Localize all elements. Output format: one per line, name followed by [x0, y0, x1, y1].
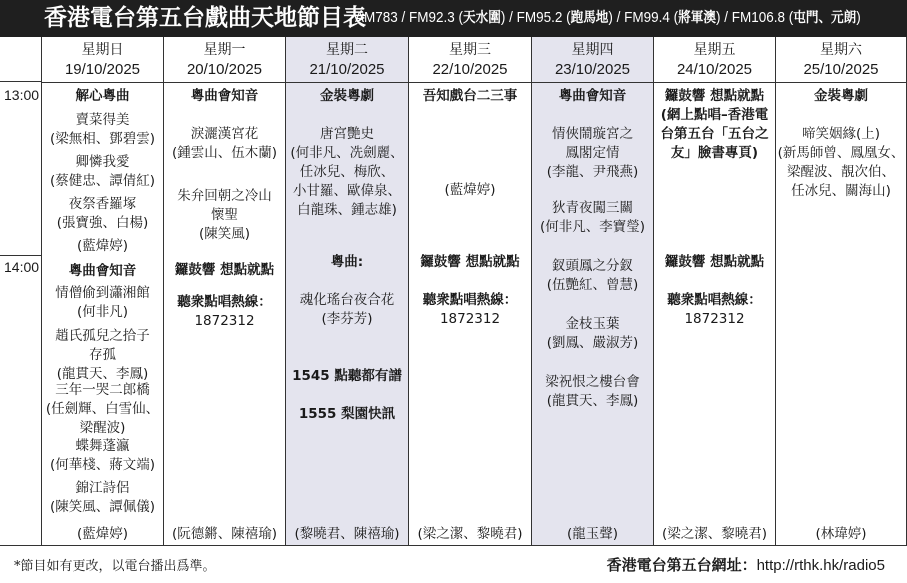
programme-entry	[164, 187, 285, 244]
programme-line: 錦江詩侶	[75, 480, 130, 496]
frequency-part: 屯門、元朗	[793, 10, 857, 26]
programme-line: (何非凡)	[76, 304, 129, 320]
programme-entry	[42, 437, 163, 475]
frequency-part: 跑馬地	[570, 10, 609, 26]
programme-entry	[164, 261, 285, 280]
programme-entry	[42, 87, 163, 106]
programme-entry	[532, 525, 653, 544]
programme-line: 粵曲會知音	[190, 88, 259, 104]
programme-line: (網上點唱–香港電	[660, 107, 769, 123]
day-header	[654, 37, 775, 83]
programme-line: (何華棧、蔣文端)	[49, 457, 156, 473]
programme-line: (梁無相、鄧碧雲)	[49, 131, 156, 147]
programme-line: 小甘羅、歐偉泉、	[293, 183, 401, 199]
frequency-part: )	[856, 9, 861, 26]
weekday-label: 星期五	[693, 42, 736, 58]
day-column	[286, 37, 409, 545]
programme-line: 淚灑漢宮花	[190, 126, 259, 142]
day-header	[164, 37, 285, 83]
programme-entry	[532, 257, 653, 295]
programme-line: 解心粵曲	[75, 88, 130, 104]
programme-line: (新馬師曾、鳳凰女、	[777, 145, 905, 161]
programme-entry	[286, 405, 408, 424]
programme-entry	[654, 525, 775, 544]
programme-line: (龍貫天、李鳳)	[56, 366, 149, 382]
day-column	[164, 37, 286, 545]
day-header	[776, 37, 906, 83]
programme-line: 懷聖	[211, 207, 238, 223]
schedule-grid	[0, 37, 907, 545]
programme-line: (梁之潔、黎曉君)	[661, 526, 768, 542]
programme-line: 任冰兒、梅欣、	[299, 164, 395, 180]
day-header	[409, 37, 531, 83]
footer-note: *節目如有更改，以電台播出爲準。	[14, 559, 216, 574]
programme-line: 朱弁回朝之冷山	[177, 188, 272, 204]
date-label: 22/10/2025	[432, 61, 508, 78]
programme-line: 魂化瑤台夜合花	[299, 292, 395, 308]
programme-line: 1872312	[684, 311, 745, 327]
day-header	[286, 37, 408, 83]
frequency-part: 將軍澳	[678, 10, 716, 26]
weekday-label: 星期三	[449, 42, 491, 58]
programme-line: (李龍、尹飛燕)	[546, 164, 639, 180]
programme-line: (阮德鏘、陳禧瑜)	[171, 526, 278, 542]
programme-line: 鑼鼓響 想點就點	[664, 88, 765, 104]
programme-line: (黎曉君、陳禧瑜)	[294, 526, 400, 542]
programme-line: (林瑋婷)	[815, 526, 867, 542]
programme-entry	[654, 253, 775, 272]
time-label-1400: 14:00	[4, 259, 40, 275]
weekday-label: 星期日	[81, 42, 124, 58]
programme-entry	[409, 525, 531, 544]
programme-line: (梁之潔、黎曉君)	[417, 526, 523, 542]
programme-entry	[532, 315, 653, 353]
day-header	[42, 37, 163, 83]
title-banner	[0, 0, 907, 37]
day-column	[42, 37, 164, 545]
programme-line: 釵頭鳳之分釵	[552, 258, 633, 274]
programme-line: 賣菜得美	[75, 112, 130, 128]
programme-entry	[42, 479, 163, 517]
programme-line: (龍玉聲)	[566, 526, 619, 542]
programme-line: (陳笑風、譚佩儀)	[49, 499, 156, 515]
programme-line: (任劍輝、白雪仙、	[45, 401, 160, 417]
programme-entry	[532, 87, 653, 106]
programme-entry	[409, 87, 531, 106]
programme-line: (藍煒婷)	[444, 182, 496, 198]
frequency-list	[355, 7, 861, 29]
programme-line: (蔡健忠、譚倩紅)	[49, 173, 156, 189]
programme-line: 吾知戲台二三事	[422, 88, 518, 104]
programme-line: 台第五台「五台之	[660, 126, 769, 142]
programme-line: 聽衆點唱熱線：	[667, 292, 762, 308]
programme-line: 唐宮艷史	[320, 126, 374, 142]
frequency-part: ) / FM106.8 (	[715, 9, 794, 26]
programme-line: 聽衆點唱熱線：	[422, 292, 518, 308]
time-label-1300: 13:00	[4, 87, 40, 103]
time-column	[0, 37, 42, 545]
frequency-part: AM783 / FM92.3 (	[355, 9, 464, 26]
day-column	[532, 37, 654, 545]
programme-entry	[286, 291, 408, 329]
day-column	[776, 37, 907, 545]
programme-entry	[409, 291, 531, 329]
programme-line: (龍貫天、李鳳)	[546, 393, 639, 409]
date-label: 23/10/2025	[554, 61, 631, 78]
programme-line: 任冰兒、關海山)	[791, 183, 891, 199]
programme-line: (伍艷紅、曾慧)	[546, 277, 639, 293]
programme-entry	[42, 284, 163, 322]
programme-line: 粵曲:	[330, 254, 364, 270]
programme-entry	[286, 525, 408, 544]
programme-entry	[532, 125, 653, 182]
programme-line: 情俠鬧璇宮之	[552, 126, 633, 142]
programme-entry	[654, 87, 775, 163]
programme-line: 粵曲會知音	[558, 88, 627, 104]
programme-line: 1545 點聽都有譜	[292, 368, 402, 384]
programme-entry	[532, 373, 653, 411]
programme-entry	[42, 153, 163, 191]
programme-line: 金裝粵劇	[320, 88, 374, 104]
programme-line: (藍煒婷)	[76, 526, 129, 542]
programme-entry	[776, 87, 906, 106]
programme-entry	[42, 327, 163, 384]
frequency-part: ) / FM95.2 (	[500, 9, 571, 26]
programme-entry	[42, 237, 163, 256]
time-divider	[0, 255, 42, 256]
page-title: 香港電台第五台戲曲天地節目表	[44, 5, 366, 31]
frequency-part: ) / FM99.4 (	[608, 9, 679, 26]
website-label: 香港電台第五台網址：	[606, 556, 757, 574]
programme-line: 梁醒波)	[79, 420, 126, 436]
programme-line: 1872312	[439, 311, 501, 327]
programme-line: (何非凡、李寶瑩)	[539, 219, 646, 235]
programme-line: (李芬芳)	[321, 311, 373, 327]
programme-line: 聽衆點唱熱線：	[177, 294, 272, 310]
programme-entry	[776, 525, 906, 544]
day-header	[532, 37, 653, 83]
time-divider	[0, 81, 42, 82]
programme-line: 狄青夜闖三關	[552, 200, 633, 216]
programme-line: (鍾雲山、伍木蘭)	[171, 145, 278, 161]
programme-line: 情僧偷到瀟湘館	[55, 285, 150, 301]
programme-entry	[286, 87, 408, 106]
programme-entry	[164, 87, 285, 106]
website-link[interactable]: http://rthk.hk/radio5	[756, 557, 885, 574]
date-label: 25/10/2025	[803, 61, 879, 78]
day-column	[409, 37, 532, 545]
programme-line: 1555 梨園快訊	[298, 406, 396, 422]
programme-entry	[164, 125, 285, 163]
programme-line: 鑼鼓響 想點就點	[420, 254, 520, 270]
frequency-part: 天水圍	[463, 10, 501, 26]
programme-entry	[42, 195, 163, 233]
programme-entry	[164, 293, 285, 331]
programme-line: 三年一哭二郎橋	[55, 382, 150, 398]
date-label: 24/10/2025	[676, 61, 753, 78]
day-column	[654, 37, 776, 545]
programme-line: 白龍珠、鍾志雄)	[297, 202, 397, 218]
weekday-label: 星期四	[571, 42, 614, 58]
programme-entry	[42, 381, 163, 438]
programme-line: 鑼鼓響 想點就點	[664, 254, 765, 270]
programme-entry	[164, 525, 285, 544]
programme-entry	[286, 253, 408, 272]
programme-line: (何非凡、冼劍麗、	[290, 145, 404, 161]
programme-line: 梁祝恨之樓台會	[545, 374, 640, 390]
programme-line: 梁醒波、靚次伯、	[787, 164, 895, 180]
programme-line: 金枝玉葉	[565, 316, 620, 332]
weekday-label: 星期六	[820, 42, 862, 58]
programme-line: 蝶舞蓬瀛	[75, 438, 130, 454]
programme-entry	[654, 291, 775, 329]
programme-line: 趙氏孤兒之拾子	[55, 328, 150, 344]
programme-line: 友」臉書專頁)	[670, 145, 759, 161]
programme-line: (藍煒婷)	[76, 238, 129, 254]
programme-line: 夜祭香羅塚	[68, 196, 137, 212]
date-label: 21/10/2025	[309, 61, 385, 78]
programme-line: 鑼鼓響 想點就點	[174, 262, 275, 278]
programme-line: 存孤	[89, 347, 116, 363]
programme-entry	[42, 111, 163, 149]
footer	[0, 545, 907, 583]
programme-entry	[42, 262, 163, 281]
programme-entry	[532, 199, 653, 237]
programme-entry	[776, 125, 906, 201]
programme-line: 粵曲會知音	[68, 263, 137, 279]
programme-entry	[409, 253, 531, 272]
programme-line: 金裝粵劇	[814, 88, 868, 104]
programme-line: 鳳閣定情	[565, 145, 620, 161]
programme-line: 啼笑姻緣(上)	[801, 126, 881, 142]
weekday-label: 星期二	[326, 42, 368, 58]
programme-line: 卿憐我愛	[75, 154, 130, 170]
website-line	[607, 554, 885, 575]
programme-entry	[42, 525, 163, 544]
programme-entry	[286, 125, 408, 220]
programme-line: 1872312	[194, 313, 255, 329]
programme-line: (陳笑風)	[198, 226, 251, 242]
date-label: 19/10/2025	[64, 61, 141, 78]
date-label: 20/10/2025	[186, 61, 263, 78]
programme-entry	[286, 367, 408, 386]
programme-entry	[409, 181, 531, 200]
programme-line: (張寶強、白楊)	[56, 215, 149, 231]
weekday-label: 星期一	[203, 42, 246, 58]
programme-line: (劉鳳、嚴淑芳)	[546, 335, 639, 351]
